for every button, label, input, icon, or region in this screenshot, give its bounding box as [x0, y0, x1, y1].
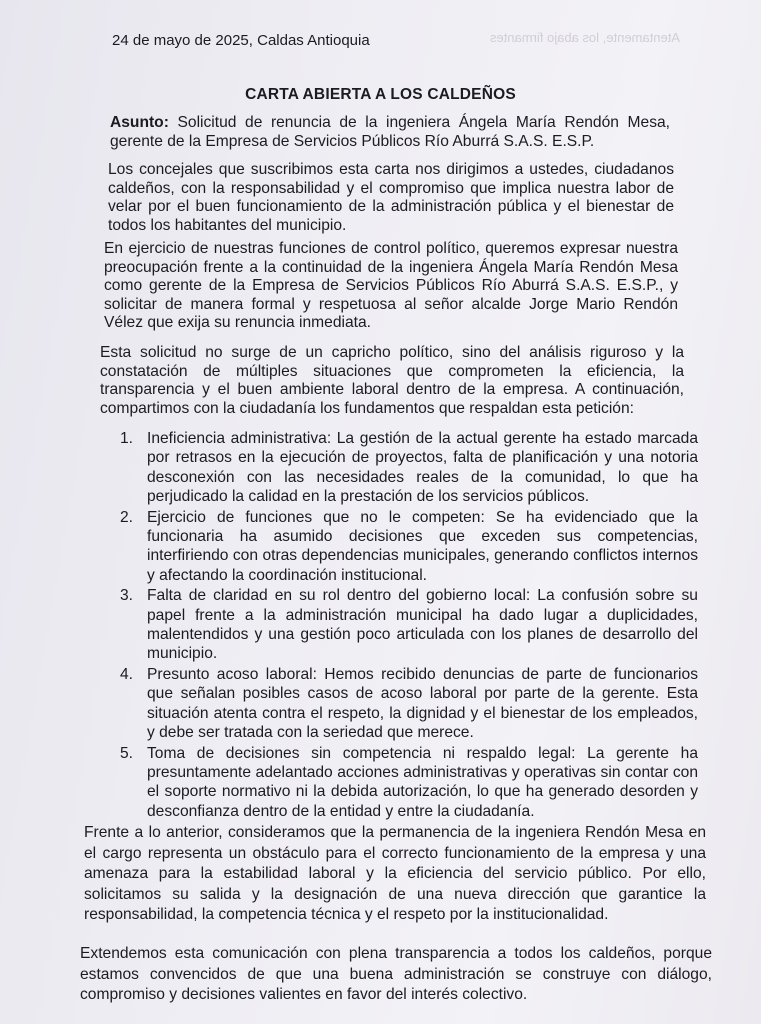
- letter-title: CARTA ABIERTA A LOS CALDEÑOS: [245, 86, 516, 103]
- paragraph-conclusion: Frente a lo anterior, consideramos que la permanencia de la ingeniera Rendón Mesa en el cargo representa un obstáculo para el correcto funcionamiento de la empresa y una amenaza para la estabilidad laboral y la eficiencia del servicio público. Por ello, solicitamos su salida y la designación de una nueva dirección que garantice la responsabilidad, la competencia técnica y el respeto por la institucionalidad.: [84, 824, 706, 924]
- list-item-text: Ejercicio de funciones que no le competen: Se ha evidenciado que la funcionaria ha asumido decisiones que exceden sus competencias, interfiriendo con otras dependencias municipales, generando conflictos internos y afectando la coordinación institucional.: [147, 508, 698, 584]
- list-item: [120, 665, 698, 743]
- list-item-number: 3.: [120, 587, 134, 605]
- bleed-through-text: Atentamente, los abajo firmantes: [489, 30, 680, 45]
- list-item-text: Ineficiencia administrativa: La gestión de la actual gerente ha estado marcada por retrasos en la ejecución de proyectos, falta de planificación y una notoria desconexión con las necesidades reales de la comunidad, lo que ha perjudicado la calidad en la prestación de los servicios públicos.: [147, 430, 698, 506]
- list-item-number: 5.: [120, 744, 134, 762]
- list-item: [120, 744, 698, 822]
- list-item: [120, 586, 698, 664]
- list-item: [120, 508, 698, 586]
- list-item-number: 1.: [120, 430, 134, 447]
- paragraph-intro: Los concejales que suscribimos esta carta nos dirigimos a ustedes, ciudadanos caldeños, con la responsabilidad y el compromiso que implica nuestra labor de velar por el buen funcionamiento de la administración pública y el bienestar de todos los habitantes del municipio.: [108, 161, 674, 234]
- list-item: [120, 429, 698, 507]
- grounds-list: [120, 429, 698, 821]
- list-item-text: Falta de claridad en su rol dentro del gobierno local: La confusión sobre su papel frente a la administración municipal ha dado lugar a duplicidades, malentendidos y una gestión poco articulada con los planes de desarrollo del municipio.: [147, 587, 698, 663]
- subject: [110, 114, 670, 151]
- paragraph-control-politico: En ejercicio de nuestras funciones de control político, queremos expresar nuestra preocupación frente a la continuidad de la ingeniera Ángela María Rendón Mesa como gerente de la Empresa de Servicios Públicos Río Aburrá S.A.S. E.S.P., y solicitar de manera formal y respetuosa al señor alcalde Jorge Mario Rendón Vélez que exija su renuncia inmediata.: [104, 240, 678, 332]
- paragraph-closing: Extendemos esta comunicación con plena transparencia a todos los caldeños, porque estamos convencidos de que una buena administración se construye con diálogo, compromiso y decisiones valientes en favor del interés colectivo.: [80, 945, 712, 1004]
- subject-text: Solicitud de renuncia de la ingeniera Ángela María Rendón Mesa, gerente de la Empresa de Servicios Públicos Río Aburrá S.A.S. E.S.P.: [110, 114, 670, 150]
- subject-label: Asunto:: [110, 114, 169, 131]
- list-item-text: Presunto acoso laboral: Hemos recibido denuncias de parte de funcionarios que señalan posibles casos de acoso laboral por parte de la gerente. Esta situación atenta contra el respeto, la dignidad y el bienestar de los empleados, y debe ser tratada con la seriedad que merece.: [147, 665, 698, 742]
- date-place: 24 de mayo de 2025, Caldas Antioquia: [112, 32, 370, 49]
- list-item-number: 2.: [120, 508, 134, 526]
- list-item-text: Toma de decisiones sin competencia ni respaldo legal: La gerente ha presuntamente adelantado acciones administrativas y operativas sin contar con el soporte normativo ni la debida autorización, lo que ha generado desorden y desconfianza dentro de la entidad y entre la ciudadanía.: [147, 744, 698, 820]
- paragraph-solicitud: Esta solicitud no surge de un capricho político, sino del análisis riguroso y la constatación de múltiples situaciones que comprometen la eficiencia, la transparencia y el buen ambiente laboral dentro de la empresa. A continuación, compartimos con la ciudadanía los fundamentos que respaldan esta petición:: [100, 344, 684, 417]
- list-item-number: 4.: [120, 665, 134, 683]
